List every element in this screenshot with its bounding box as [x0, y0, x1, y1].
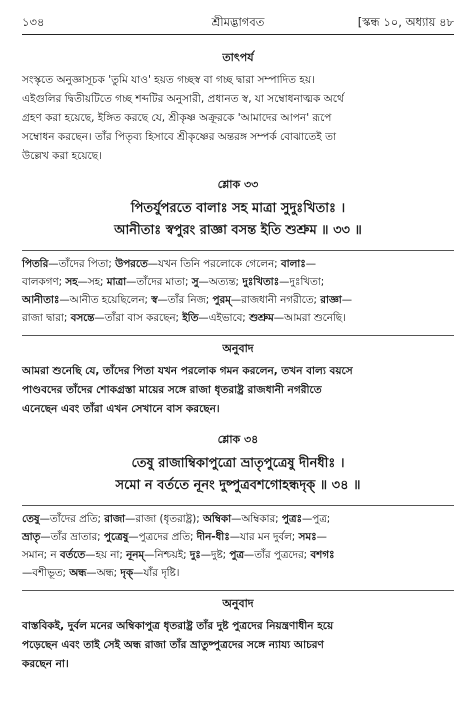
purport-line: গ্রহণ করা হয়েছে, ইঙ্গিত করছে যে, শ্রীকৃষ্ণ অক্রূরকে 'আমাদের আপন' রূপে	[22, 112, 332, 124]
word-meaning: —পুত্রদের প্রতি;	[128, 531, 197, 543]
sanskrit-word: বশগঃ	[310, 549, 335, 561]
purport-line: সম্বোধন করছেন। তাঁর পিতৃব্য হিসাবে শ্রীকৃষ্ণের অন্তরঙ্গ সম্পর্ক বোঝাতেই তা	[22, 131, 336, 143]
sanskrit-word: পিতরি	[22, 258, 49, 270]
synonym-line	[22, 546, 454, 564]
word-meaning: —তাঁদের পিতা;	[48, 258, 116, 270]
sloka-33-translation-line: এনেছেন এবং তাঁরা এখন সেখানে বাস করছেন।	[22, 403, 220, 415]
word-meaning: —আনীত হয়েছিলেন;	[59, 294, 152, 306]
word-meaning: —তাঁর পুত্রদের;	[243, 549, 311, 561]
divider	[22, 590, 454, 591]
sloka-34-synonyms	[22, 510, 454, 582]
synonym-line	[22, 291, 454, 309]
word-meaning: —দুষ্ট;	[200, 549, 230, 561]
sanskrit-word: পুরম্	[212, 294, 231, 306]
divider	[22, 505, 454, 506]
word-meaning: —অত্যন্ত;	[198, 276, 243, 288]
word-meaning: বালকগণ;	[22, 276, 66, 288]
sloka-33-synonyms	[22, 255, 454, 327]
synonym-line	[22, 273, 454, 291]
word-meaning: —রাজধানী নগরীতে;	[230, 294, 321, 306]
sloka-34-translation-heading: অনুবাদ	[222, 597, 254, 610]
sanskrit-word: অন্ধ	[69, 567, 87, 579]
word-meaning: —তাঁর ভ্রাতার;	[40, 531, 104, 543]
sloka-33-verse-line: আনীতাঃ স্বপুরং রাজ্ঞা বসন্ত ইতি শুশ্রুম ॥ ৩৩ ॥	[114, 223, 362, 238]
sanskrit-word: দীন-ধীঃ	[196, 531, 230, 543]
book-title: শ্রীমদ্ভাগবত	[211, 15, 265, 29]
sanskrit-word: অম্বিকা	[202, 513, 232, 525]
sloka-33-translation-heading: অনুবাদ	[222, 342, 254, 355]
word-meaning: —অম্বিকার;	[231, 513, 282, 525]
synonym-line	[22, 510, 454, 528]
sanskrit-word: আনীতাঃ	[22, 294, 60, 306]
sloka-34-translation-line: করছেন না।	[22, 658, 69, 670]
sloka-34-heading: শ্লোক ৩৪	[217, 433, 259, 446]
synonym-line	[22, 528, 454, 546]
word-meaning: সমান; ন	[22, 549, 60, 561]
word-meaning: —তাঁর নিজ;	[157, 294, 213, 306]
sanskrit-word: নূনম্	[126, 549, 145, 561]
sanskrit-word: মাত্রা	[106, 276, 127, 288]
sloka-33-translation-line: পাণ্ডবদের তাঁদের শোকগ্রস্তা মায়ের সঙ্গে রাজা ধৃতরাষ্ট্র রাজধানী নগরীতে	[22, 384, 322, 396]
sloka-34-translation-line: পড়েছেন এবং তাই সেই অন্ধ রাজা তাঁর ভ্রাতুষ্পুত্রদের সঙ্গে ন্যায্য আচরণ	[22, 639, 324, 651]
word-meaning: —	[305, 258, 317, 270]
purport-line: সংস্কৃতে অনুজ্ঞাসূচক 'তুমি যাও' হয়ত গচ্ছস্ব বা গচ্ছ দ্বারা সম্পাদিত হয়।	[22, 74, 315, 86]
sanskrit-word: ভ্রাতৃ	[22, 531, 41, 543]
sanskrit-word: পুত্রঃ	[281, 513, 302, 525]
synonym-line	[22, 255, 454, 273]
synonym-line	[22, 309, 454, 327]
sanskrit-word: বসন্তে	[70, 312, 95, 324]
sanskrit-word: সমঃ	[298, 531, 317, 543]
sanskrit-word: সু	[191, 276, 199, 288]
word-meaning: —তাঁরা বাস করছেন;	[94, 312, 183, 324]
purport-line: এইগুলির দ্বিতীয়টিতে গচ্ছ শব্দটির অনুসারী, প্রধানত স্ব, যা সম্বোধনাত্মক অর্থে	[22, 93, 344, 105]
sanskrit-word: উপরতে	[115, 258, 148, 270]
sanskrit-word: স্ব	[151, 294, 158, 306]
sanskrit-word: পুত্র	[229, 549, 244, 561]
word-meaning: —তাঁদের প্রতি;	[39, 513, 105, 525]
sanskrit-word: বর্ততে	[59, 549, 86, 561]
sanskrit-word: শুশ্রুম	[249, 312, 274, 324]
sanskrit-word: ইতি	[182, 312, 199, 324]
purport-line: উল্লেখ করা হয়েছে।	[22, 150, 102, 162]
purport-text	[22, 71, 454, 166]
sloka-34-translation-line: বাস্তবিকই, দুর্বল মনের অম্বিকাপুত্র ধৃতরাষ্ট্র তাঁর দুষ্ট পুত্রদের নিয়ন্ত্রণাধীন হয়ে	[22, 620, 334, 632]
word-meaning: —পুত্র;	[301, 513, 331, 525]
divider	[22, 335, 454, 336]
word-meaning: —	[341, 294, 353, 306]
word-meaning: —রাজা (ধৃতরাষ্ট্র);	[125, 513, 203, 525]
word-meaning: —যাঁর দৃষ্টি।	[133, 567, 180, 579]
page-header	[22, 10, 454, 34]
word-meaning: —দুঃখিতা;	[279, 276, 325, 288]
sanskrit-word: বালাঃ	[280, 258, 306, 270]
sanskrit-word: দুঃ	[189, 549, 201, 561]
sanskrit-word: রাজা	[104, 513, 126, 525]
sloka-33-verse-line: পিতর্যুপরতে বালাঃ সহ মাত্রা সুদুঃখিতাঃ ।	[130, 201, 346, 216]
word-meaning: —হয় না;	[85, 549, 127, 561]
word-meaning: —তাঁদের মাতা;	[126, 276, 192, 288]
word-meaning: রাজা দ্বারা;	[22, 312, 71, 324]
word-meaning: —নিশ্চয়ই;	[144, 549, 190, 561]
word-meaning: —যখন তিনি পরলোকে গেলেন;	[147, 258, 281, 270]
sloka-33-heading: শ্লোক ৩৩	[217, 178, 259, 191]
sanskrit-word: পুত্রেষু	[103, 531, 129, 543]
divider	[22, 250, 454, 251]
synonym-line	[22, 564, 454, 582]
sanskrit-word: তেষু	[22, 513, 40, 525]
chapter-reference: [স্কন্ধ ১০, অধ্যায় ৪৮	[357, 15, 454, 29]
word-meaning: —সহ;	[77, 276, 107, 288]
word-meaning: —এইভাবে;	[198, 312, 250, 324]
header-rule	[22, 34, 454, 35]
word-meaning: —	[316, 531, 327, 543]
sanskrit-word: দুঃখিতাঃ	[242, 276, 280, 288]
word-meaning: —অন্ধ;	[86, 567, 121, 579]
sanskrit-word: দৃক্	[120, 567, 134, 579]
sanskrit-word: সহ	[65, 276, 78, 288]
purport-heading: তাৎপর্য	[222, 51, 254, 64]
sanskrit-word: রাজ্ঞা	[320, 294, 342, 306]
sloka-34-verse-line: সমো ন বর্ততে নূনং দুষ্পুত্রবশগোহন্ধদৃক্ ॥ ৩৪ ॥	[115, 478, 361, 493]
word-meaning: —আমরা শুনেছি।	[273, 312, 346, 324]
sloka-34-verse-line: তেষু রাজাম্বিকাপুত্রো ভ্রাতৃপুত্রেষু দীনধীঃ ।	[131, 456, 345, 471]
book-page	[22, 10, 454, 674]
word-meaning: —যার মন দুর্বল;	[229, 531, 299, 543]
word-meaning: —বশীভূত;	[22, 567, 70, 579]
sloka-33-translation-line: আমরা শুনেছি যে, তাঁদের পিতা যখন পরলোক গমন করলেন, তখন বাল্য বয়সে	[22, 365, 353, 377]
page-number: ১৩৪	[22, 15, 45, 29]
